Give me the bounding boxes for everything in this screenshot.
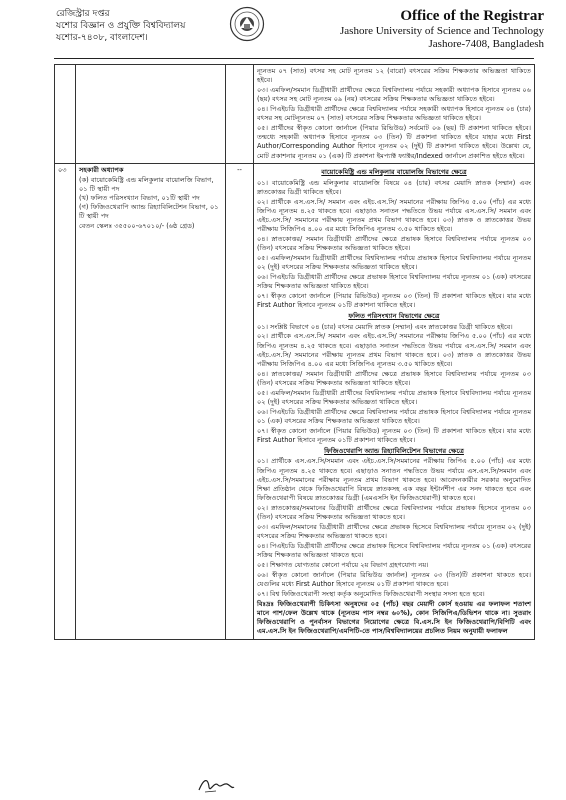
qualification-item: ০৫। শিক্ষাগত যোগ্যতার কোনো পর্যায়ে ২য় বিভাগ গ্রহণযোগ্য নয়। <box>257 561 429 570</box>
pay-scale: বেতন স্কেলঃ ৩৫৫০০-৬৭০১০/- (৬ষ্ঠ গ্রেড) <box>79 221 195 230</box>
qualification-item: ০৫। প্রার্থীদের স্বীকৃত কোনো জার্নালে (পিয়ার রিভিউড) সর্বমোট ০৬ (ছয়) টি প্রকাশনা থাকিতে হইবে। তন্মধ্যে সহকারী অধ্যাপক হিসাবে ন্যূনতম ০৩ (তিন) টি প্রকাশনা থাকিতে হইবে যাহার মধ্যে First Author/Corresponding Author হিসাবে ন্যূনতম ০২ (দুই) টি প্রকাশনা থাকিতে হইবে। উল্লেখ্য যে, মোট প্রকাশনার ন্যূনতম ০১ (এক) টি প্রকাশনা ইমপ্যাক্ট ফ্যাক্টর/Indexed জার্নালে প্রকাশিত হইতে হইবে। <box>257 124 531 160</box>
note-text: বিঃদ্রঃ ফিজিওথেরাপী চিকিৎসা অনুষদের ০৫ (পাঁচ) বছর মেয়াদী কোর্স হওয়ায় এর ফলাফল শতাংশ মানে পাশ/ফেল উল্লেখ থাকে (ন্যূনতম পাস নম্বর ৬০%), কোন সিজিপিএ/ডিভিশন থাকে না। সুতরাং ফিজিওথেরাপি ও পুনর্বাসন বিভাগের নিয়োগের ক্ষেত্রে বি.এস.সি ইন ফিজিওথেরাপি/বিপিটি এবং এম.এস.সি ইন ফিজিওথেরাপি/এমপিটি-তে পাস/বিশ্ববিদ্যালয়ের প্রচলিত নিয়ম অনুযায়ী ফলাফল <box>257 599 531 636</box>
requirements-table <box>54 64 535 640</box>
post-cell <box>76 164 226 640</box>
table-row <box>55 65 535 164</box>
post-title: সহকারী অধ্যাপক <box>79 166 124 175</box>
address-bn: যশোর-৭৪০৮, বাংলাদেশ। <box>56 33 148 43</box>
qualification-item: ০৪। স্নাতকোত্তর/ সমমান ডিগ্রীধারী প্রার্থীদের ক্ষেত্রে প্রভাষক হিসাবে বিশ্ববিদ্যালয় পর্যায়ে ন্যূনতম ০৩ (তিন) বৎসরের সক্রিয় শিক্ষকতার অভিজ্ঞতা থাকিতে হইবে। <box>257 369 531 388</box>
qualification-item: ০৩। এমফিল/সমমান ডিগ্রীধারী প্রার্থীদের ক্ষেত্রে বিশ্ববিদ্যালয় পর্যায়ে সহকারী অধ্যাপক হিসাবে ন্যূনতম ০৬ (ছয়) বৎসর সহ মোট ন্যূনতম ০৯ (নয়) বৎসরের সক্রিয় শিক্ষকতার অভিজ্ঞতা থাকিতে হইবে। <box>257 86 531 104</box>
post-line: (খ) ফলিত পরিসংখ্যান বিভাগ, ০১টি স্থায়ী পদ <box>79 194 200 203</box>
qualification-item: ০৭। স্বীকৃত কোনো জার্নালে (পিয়ার রিভিউড) ন্যূনতম ০৩ (তিন) টি প্রকাশনা থাকিতে হইবে। যার মধ্যে First Author হিসাবে ন্যূনতম ০১টি প্রকাশনা থাকিতে হইবে। <box>257 292 531 310</box>
qualification-item: ০১। বায়োকেমিষ্ট্রি এন্ড মলিকুলার বায়োলজি বিষয়ে ০৪ (চার) বৎসর মেয়াদি স্নাতক (সম্মান) এবং স্নাতকোত্তর ডিগ্রী থাকিতে হইবে। <box>257 178 531 196</box>
post-line: (ক) বায়োকেমিষ্ট্রি এন্ড মলিকুলার বায়োলজি বিভাগ, ০১ টি স্থায়ী পদ <box>79 175 214 193</box>
qualification-item: ০৫। এমফিল/সমমান ডিগ্রীধারী প্রার্থীদের বিশ্ববিদ্যালয় পর্যায়ে প্রভাষক হিসাবে বিশ্ববিদ্যালয় পর্যায়ে ন্যূনতম ০২ (দুই) বৎসরের সক্রিয় শিক্ষকতার অভিজ্ঞতা থাকিতে হইবে। <box>257 254 531 272</box>
qualification-item: ০৭। বিশ্ব ফিজিওথেরাপী সংস্থা কর্তৃক অনুমোদিত ফিজিওথেরাপী সংস্থার সদস্য হতে হবে। <box>257 589 485 598</box>
university-name-en: Jashore University of Science and Technology <box>340 25 544 37</box>
qualification-item: ০২। স্নাতকোত্তর/সমমানের ডিগ্রীধারী প্রার্থীদের ক্ষেত্রে বিশ্ববিদ্যালয় পর্যায়ে প্রভাষক হিসেবে ন্যূনতম ০৩ (তিন) বৎসরের সক্রিয় শিক্ষকতার অভিজ্ঞতা থাকতে হবে। <box>257 504 531 522</box>
section-heading: বায়োকেমিষ্ট্রি এন্ড মলিকুলার বায়োলজি বিভাগের ক্ষেত্রে <box>321 168 467 177</box>
letterhead <box>0 0 566 62</box>
section-heading: ফলিত পরিসংখ্যান বিভাগের ক্ষেত্রে <box>348 312 440 321</box>
qualification-cell <box>254 65 535 164</box>
serial-cell <box>55 65 76 164</box>
post-cell <box>76 65 226 164</box>
section-heading: ফিজিওথেরাপি অ্যান্ড রিহ্যাবিলিটেশন বিভাগের ক্ষেত্রে <box>324 447 464 456</box>
qualification-item: ০৬। স্বীকৃত কোনো জার্নালে (পিয়ার রিভিউড জার্নাল) ন্যূনতম ০৩ (তিন)টি প্রকাশনা থাকতে হবে। যেগুলির মধ্যে First Author হিসাবে ন্যূনতম ০১টি প্রকাশনা থাকতে হবে। <box>257 570 531 589</box>
office-name-bn: রেজিস্ট্রার দপ্তর <box>56 9 110 19</box>
letterhead-english <box>269 8 544 51</box>
serial-cell: ০৩ <box>55 164 76 640</box>
header-divider <box>54 58 534 59</box>
qualification-item: ০৪। পিএইচডি ডিগ্রীধারী প্রার্থীদের ক্ষেত্রে বিশ্ববিদ্যালয় পর্যায়ে সহকারী অধ্যাপক হিসাবে ন্যূনতম ০৪ (চার) বৎসর সহ মোটন্যূনতম ০৭ (সাত) বৎসরের সক্রিয় শিক্ষকতার অভিজ্ঞতা থাকিতে হইবে। <box>257 105 531 123</box>
post-line: (গ) ফিজিওথেরাপি অ্যান্ড রিহ্যাবিলিটেশন বিভাগ, ০১ টি স্থায়ী পদ <box>79 203 219 221</box>
address-en: Jashore-7408, Bangladesh <box>428 38 544 50</box>
dash-cell <box>226 65 254 164</box>
qualification-item: ০১। প্রার্থীকে এস.এস.সি/সমমান এবং এইচ.এস.সি/সমমানের পরীক্ষায় জিপিএ ৫.০০ (পাঁচ) এর মধ্যে জিপিএ ন্যূনতম ৪.২৫ থাকতে হবে। এছাড়াও সনাতন পদ্ধতিতে উভয় পর্যায়ে এস.এস.সি/সমমান এবং এইচ.এস.সি/সমমানের পরীক্ষায় ন্যূনতম প্রথম বিভাগ থাকতে হবে। আবেদনকারীর সরকার অনুমোদিত শিক্ষা প্রতিষ্ঠান থেকে ফিজিওথেরাপি বিষয়ে স্নাতকসহ এক বছর ইন্টার্নশীপ এর সনদ থাকতে হবে এবং ফিজিওথেরাপী বিষয়ে স্নাতকোত্তর ডিগ্রী (এমএসসি ইন ফিজিওথেরাপী) থাকতে হবে। <box>257 457 531 503</box>
office-name-en: Office of the Registrar <box>400 8 544 24</box>
table-row <box>55 164 535 640</box>
qualification-item: ০৬। পিএইচডি ডিগ্রীধারী প্রার্থীদের ক্ষেত্রে প্রভাষক হিসাবে বিশ্ববিদ্যালয় পর্যায়ে ন্যূনতম ০১ (এক) বৎসরের সক্রিয় শিক্ষকতার অভিজ্ঞতা থাকিতে হইবে। <box>257 273 531 291</box>
university-seal-icon <box>229 6 265 42</box>
qualification-item: ০৬। পিএইচডি ডিগ্রীধারী প্রার্থীদের ক্ষেত্রে বিশ্ববিদ্যালয় পর্যায়ে প্রভাষক হিসাবে বিশ্ববিদ্যালয় পর্যায়ে ন্যূনতম ০১ (এক) বৎসরের সক্রিয় শিক্ষকতার অভিজ্ঞতা থাকিতে হইবে। <box>257 407 531 426</box>
qualification-item: ০৪। পিএইচডি ডিগ্রীধারী প্রার্থীদের ক্ষেত্রে প্রভাষক হিসেবে বিশ্ববিদ্যালয় পর্যায়ে ন্যূনতম ০১ (এক) বৎসরের সক্রিয় শিক্ষকতার অভিজ্ঞতা থাকতে হবে। <box>257 542 531 560</box>
qualification-item: ন্যূনতম ০৭ (সাত) বৎসর সহ মোট ন্যূনতম ১২ (বারো) বৎসরের সক্রিয় শিক্ষকতার অভিজ্ঞতা থাকিতে হইবে। <box>257 67 531 85</box>
dash-cell: -- <box>226 164 254 640</box>
qualification-item: ০২। প্রার্থীকে এস.এস.সি/ সমমান এবং এইচ.এস.সি/ সমমানের পরীক্ষায় জিপিএ ৫.০০ (পাঁচ) এর মধ্যে জিপিএ ন্যূনতম ৪.২৫ থাকতে হবে। এছাড়াও সনাতন পদ্ধতিতে উভয় পর্যায়ে এস.এস.সি/ সমমান এবং এইচ.এস.সি/ সমমানের পরীক্ষায় ন্যূনতম প্রথম বিভাগ থাকতে হবে। ০৩) স্নাতক ও স্নাতকোত্তর উভয় পরীক্ষায় সিজিপিএ ৪.০০ এর মধ্যে সিজিপিএ ন্যূনতম ৩.৫০ থাকিতে হইবে। <box>257 332 531 369</box>
letterhead-bangla <box>56 8 246 44</box>
qualification-item: ০৫। এমফিল/সমমান ডিগ্রীধারী প্রার্থীদের বিশ্ববিদ্যালয় পর্যায়ে প্রভাষক হিসাবে বিশ্ববিদ্যালয় পর্যায়ে ন্যূনতম ০২ (দুই) বৎসরের সক্রিয় শিক্ষকতার অভিজ্ঞতা থাকিতে হইবে। <box>257 388 531 407</box>
qualification-cell <box>254 164 535 640</box>
qualification-item: ০২। প্রার্থীকে এস.এস.সি/ সমমান এবং এইচ.এস.সি/ সমমানের পরীক্ষায় জিপিএ ৫.০০ (পাঁচ) এর মধ্যে জিপিএ ন্যূনতম ৪.২৫ থাকতে হবে। এছাড়াও সনাতন পদ্ধতিতে উভয় পর্যায়ে এস.এস.সি/ সমমান এবং এইচ.এস.সি/ সমমানের পরীক্ষায় ন্যূনতম প্রথম বিভাগ থাকতে হবে। ০৩) স্নাতক ও স্নাতকোত্তর উভয় পরীক্ষায় সিজিপিএ ৪.০০ এর মধ্যে সিজিপিএ ন্যূনতম ৩.৫০ থাকিতে হইবে। <box>257 197 531 234</box>
qualification-item: ০১। সংশ্লিষ্ট বিভাগে ০৪ (চার) বৎসর মেয়াদি স্নাতক (সম্মান) এবং স্নাতকোত্তর ডিগ্রী থাকিতে হইবে। <box>257 322 513 331</box>
qualification-item: ০৭। স্বীকৃত কোনো জার্নালে (পিয়ার রিভিউড) ন্যূনতম ০৩ (তিন) টি প্রকাশনা থাকিতে হইবে। যার মধ্যে First Author হিসাবে ন্যূনতম ০১টি প্রকাশনা থাকিতে হইবে। <box>257 426 531 445</box>
university-name-bn: যশোর বিজ্ঞান ও প্রযুক্তি বিশ্ববিদ্যালয় <box>56 21 186 31</box>
qualification-item: ০৩। এমফিল/সমমানের ডিগ্রীধারী প্রার্থীদের ক্ষেত্রে প্রভাষক হিসেবে বিশ্ববিদ্যালয় পর্যায়ে ন্যূনতম ০২ (দুই) বৎসরের সক্রিয় শিক্ষকতার অভিজ্ঞতা থাকতে হবে। <box>257 523 531 541</box>
qualification-item: ০৪। স্নাতকোত্তর/ সমমান ডিগ্রীধারী প্রার্থীদের ক্ষেত্রে প্রভাষক হিসাবে বিশ্ববিদ্যালয় পর্যায়ে ন্যূনতম ০৩ (তিন) বৎসরের সক্রিয় শিক্ষকতার অভিজ্ঞতা থাকিতে হইবে। <box>257 235 531 253</box>
signature-icon <box>196 775 236 795</box>
